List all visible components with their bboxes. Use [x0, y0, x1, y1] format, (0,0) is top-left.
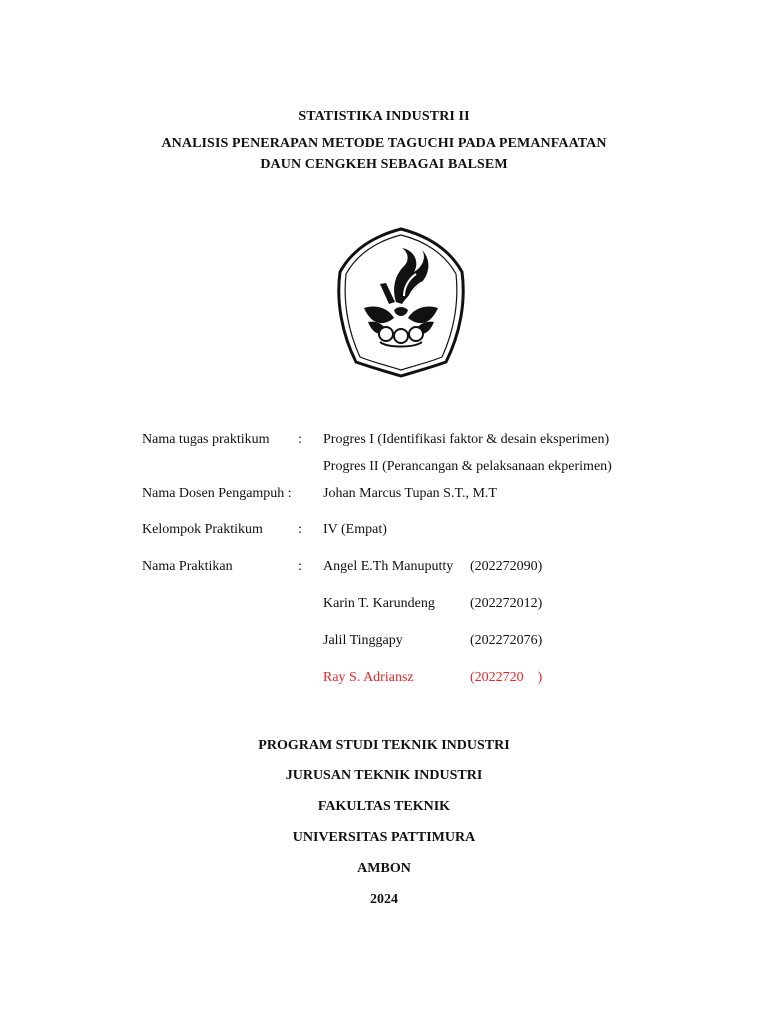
student-name: Ray S. Adriansz: [323, 670, 414, 685]
group-value: IV (Empat): [323, 522, 387, 537]
lecturer-label: Nama Dosen Pengampuh :: [142, 486, 292, 501]
department-name: JURUSAN TEKNIK INDUSTRI: [285, 768, 483, 783]
task-value-2: Progres II (Perancangan & pelaksanaan ekperimen): [323, 459, 612, 474]
course-title: STATISTIKA INDUSTRI II: [298, 109, 470, 124]
city-name: AMBON: [357, 861, 411, 876]
student-name: Angel E.Th Manuputty: [323, 559, 454, 574]
student-name: Karin T. Karundeng: [323, 596, 435, 611]
university-emblem-icon: [328, 210, 474, 388]
student-nim: (202272090): [470, 559, 543, 574]
lecturer-value: Johan Marcus Tupan S.T., M.T: [323, 486, 497, 501]
students-label: Nama Praktikan: [142, 559, 233, 574]
task-value-1: Progres I (Identifikasi faktor & desain eksperimen): [323, 432, 610, 447]
task-label: Nama tugas praktikum: [142, 432, 270, 447]
group-colon: :: [298, 522, 302, 537]
faculty-name: FAKULTAS TEKNIK: [317, 799, 451, 814]
year: 2024: [370, 892, 398, 907]
report-title-line-2: DAUN CENGKEH SEBAGAI BALSEM: [260, 157, 508, 172]
student-nim: (202272076): [470, 633, 543, 648]
student-name: Jalil Tinggapy: [323, 633, 403, 648]
student-nim: (2022720 ): [470, 670, 543, 685]
group-label: Kelompok Praktikum: [142, 522, 263, 537]
task-colon: :: [298, 432, 302, 447]
program-name: PROGRAM STUDI TEKNIK INDUSTRI: [258, 738, 510, 753]
report-title-line-1: ANALISIS PENERAPAN METODE TAGUCHI PADA PEMANFAATAN: [161, 136, 607, 151]
university-name: UNIVERSITAS PATTIMURA: [292, 830, 476, 845]
student-nim: (202272012): [470, 596, 543, 611]
students-colon: :: [298, 559, 302, 574]
